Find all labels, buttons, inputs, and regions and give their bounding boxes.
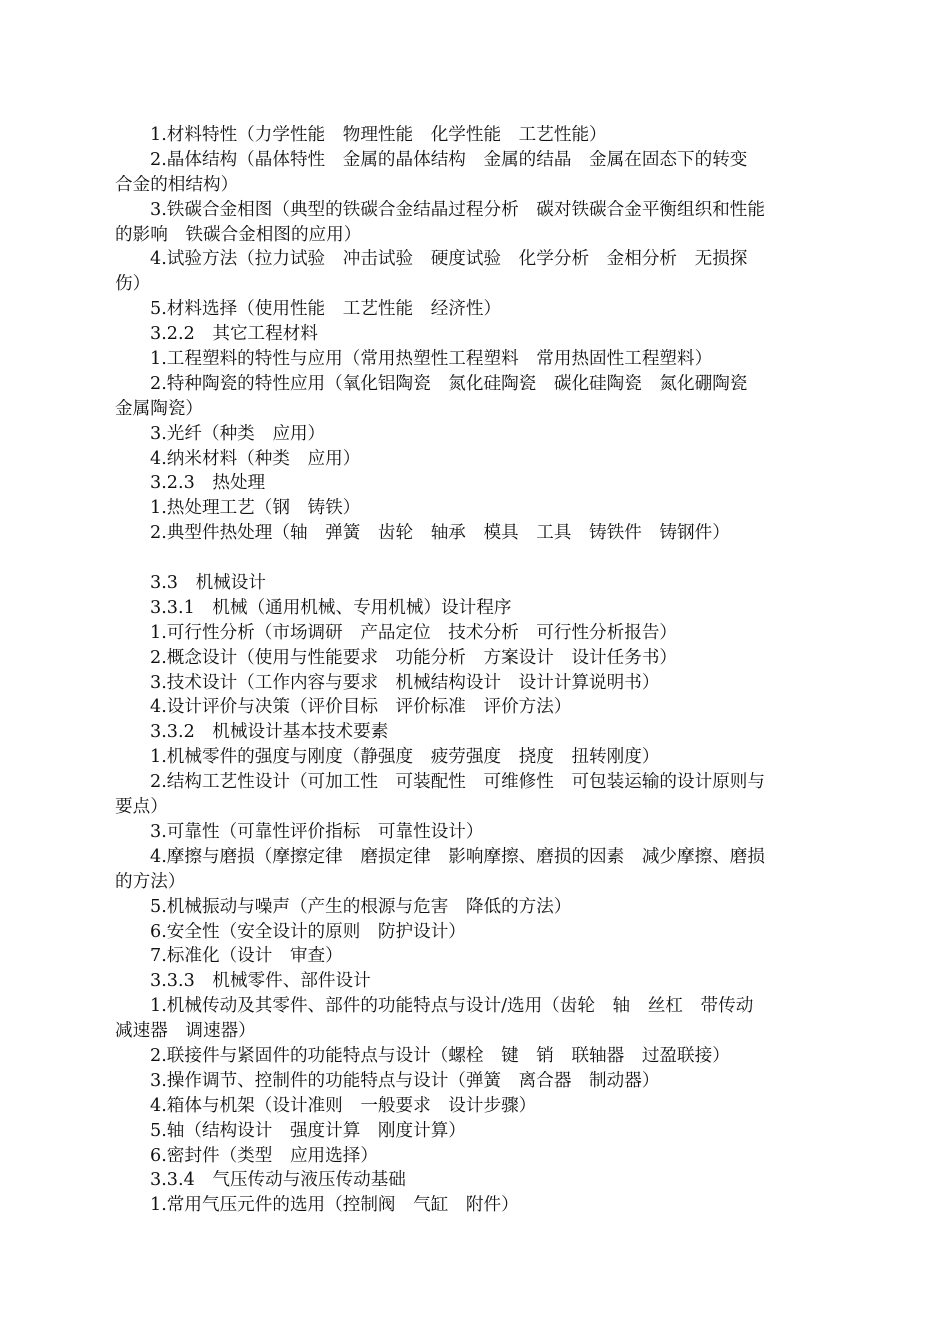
list-item: 1.可行性分析（市场调研 产品定位 技术分析 可行性分析报告） [150,622,678,643]
list-item: 2.特种陶瓷的特性应用（氧化铝陶瓷 氮化硅陶瓷 碳化硅陶瓷 氮化硼陶瓷 [150,373,748,394]
list-item: 4.箱体与机架（设计准则 一般要求 设计步骤） [150,1095,537,1116]
document-body [115,123,830,1218]
section-heading: 3.3.1 机械（通用机械、专用机械）设计程序 [150,597,512,618]
list-item: 1.材料特性（力学性能 物理性能 化学性能 工艺性能） [150,125,607,145]
list-item-continuation: 伤） [115,274,151,295]
list-item: 3.可靠性（可靠性评价指标 可靠性设计） [150,821,484,842]
list-item: 2.晶体结构（晶体特性 金属的晶体结构 金属的结晶 金属在固态下的转变 [150,149,748,170]
list-item: 6.密封件（类型 应用选择） [150,1145,378,1166]
section-heading: 3.3.2 机械设计基本技术要素 [150,722,389,743]
list-item: 1.热处理工艺（钢 铸铁） [150,498,361,519]
list-item: 4.设计评价与决策（评价目标 评价标准 评价方法） [150,697,572,718]
chapter-heading: 3.3 机械设计 [150,573,266,594]
list-item: 5.机械振动与噪声（产生的根源与危害 降低的方法） [150,896,572,917]
list-item: 2.典型件热处理（轴 弹簧 齿轮 轴承 模具 工具 铸铁件 铸钢件） [150,523,730,544]
list-item: 6.安全性（安全设计的原则 防护设计） [150,921,466,942]
list-item-continuation: 的方法） [115,871,186,892]
blank-line [115,546,830,571]
list-item: 1.工程塑料的特性与应用（常用热塑性工程塑料 常用热固性工程塑料） [150,349,713,370]
list-item-continuation: 的影响 铁碳合金相图的应用） [115,224,362,245]
list-item-continuation: 要点） [115,797,168,818]
list-item: 2.概念设计（使用与性能要求 功能分析 方案设计 设计任务书） [150,647,678,668]
list-item: 2.结构工艺性设计（可加工性 可装配性 可维修性 可包装运输的设计原则与 [150,772,765,793]
list-item: 4.试验方法（拉力试验 冲击试验 硬度试验 化学分析 金相分析 无损探 [150,249,748,270]
section-heading: 3.2.2 其它工程材料 [150,324,318,345]
list-item: 4.纳米材料（种类 应用） [150,448,361,469]
list-item: 7.标准化（设计 审查） [150,946,343,967]
list-item-continuation: 减速器 调速器） [115,1021,256,1042]
list-item: 3.操作调节、控制件的功能特点与设计（弹簧 离合器 制动器） [150,1070,660,1091]
list-item: 1.机械传动及其零件、部件的功能特点与设计/选用（齿轮 轴 丝杠 带传动 [150,996,754,1017]
list-item: 4.摩擦与磨损（摩擦定律 磨损定律 影响摩擦、磨损的因素 减少摩擦、磨损 [150,846,765,867]
list-item: 1.常用气压元件的选用（控制阀 气缸 附件） [150,1195,519,1216]
section-heading: 3.2.3 热处理 [150,473,266,494]
list-item: 2.联接件与紧固件的功能特点与设计（螺栓 键 销 联轴器 过盈联接） [150,1045,730,1066]
list-item: 3.技术设计（工作内容与要求 机械结构设计 设计计算说明书） [150,672,660,693]
section-heading: 3.3.4 气压传动与液压传动基础 [150,1170,406,1191]
list-item: 5.轴（结构设计 强度计算 刚度计算） [150,1120,466,1141]
list-item: 3.光纤（种类 应用） [150,423,326,444]
list-item: 5.材料选择（使用性能 工艺性能 经济性） [150,299,502,320]
list-item: 1.机械零件的强度与刚度（静强度 疲劳强度 挠度 扭转刚度） [150,747,660,768]
list-item: 3.铁碳合金相图（典型的铁碳合金结晶过程分析 碳对铁碳合金平衡组织和性能 [150,199,765,220]
section-heading: 3.3.3 机械零件、部件设计 [150,971,371,992]
list-item-continuation: 合金的相结构） [115,174,239,195]
list-item-continuation: 金属陶瓷） [115,398,203,419]
